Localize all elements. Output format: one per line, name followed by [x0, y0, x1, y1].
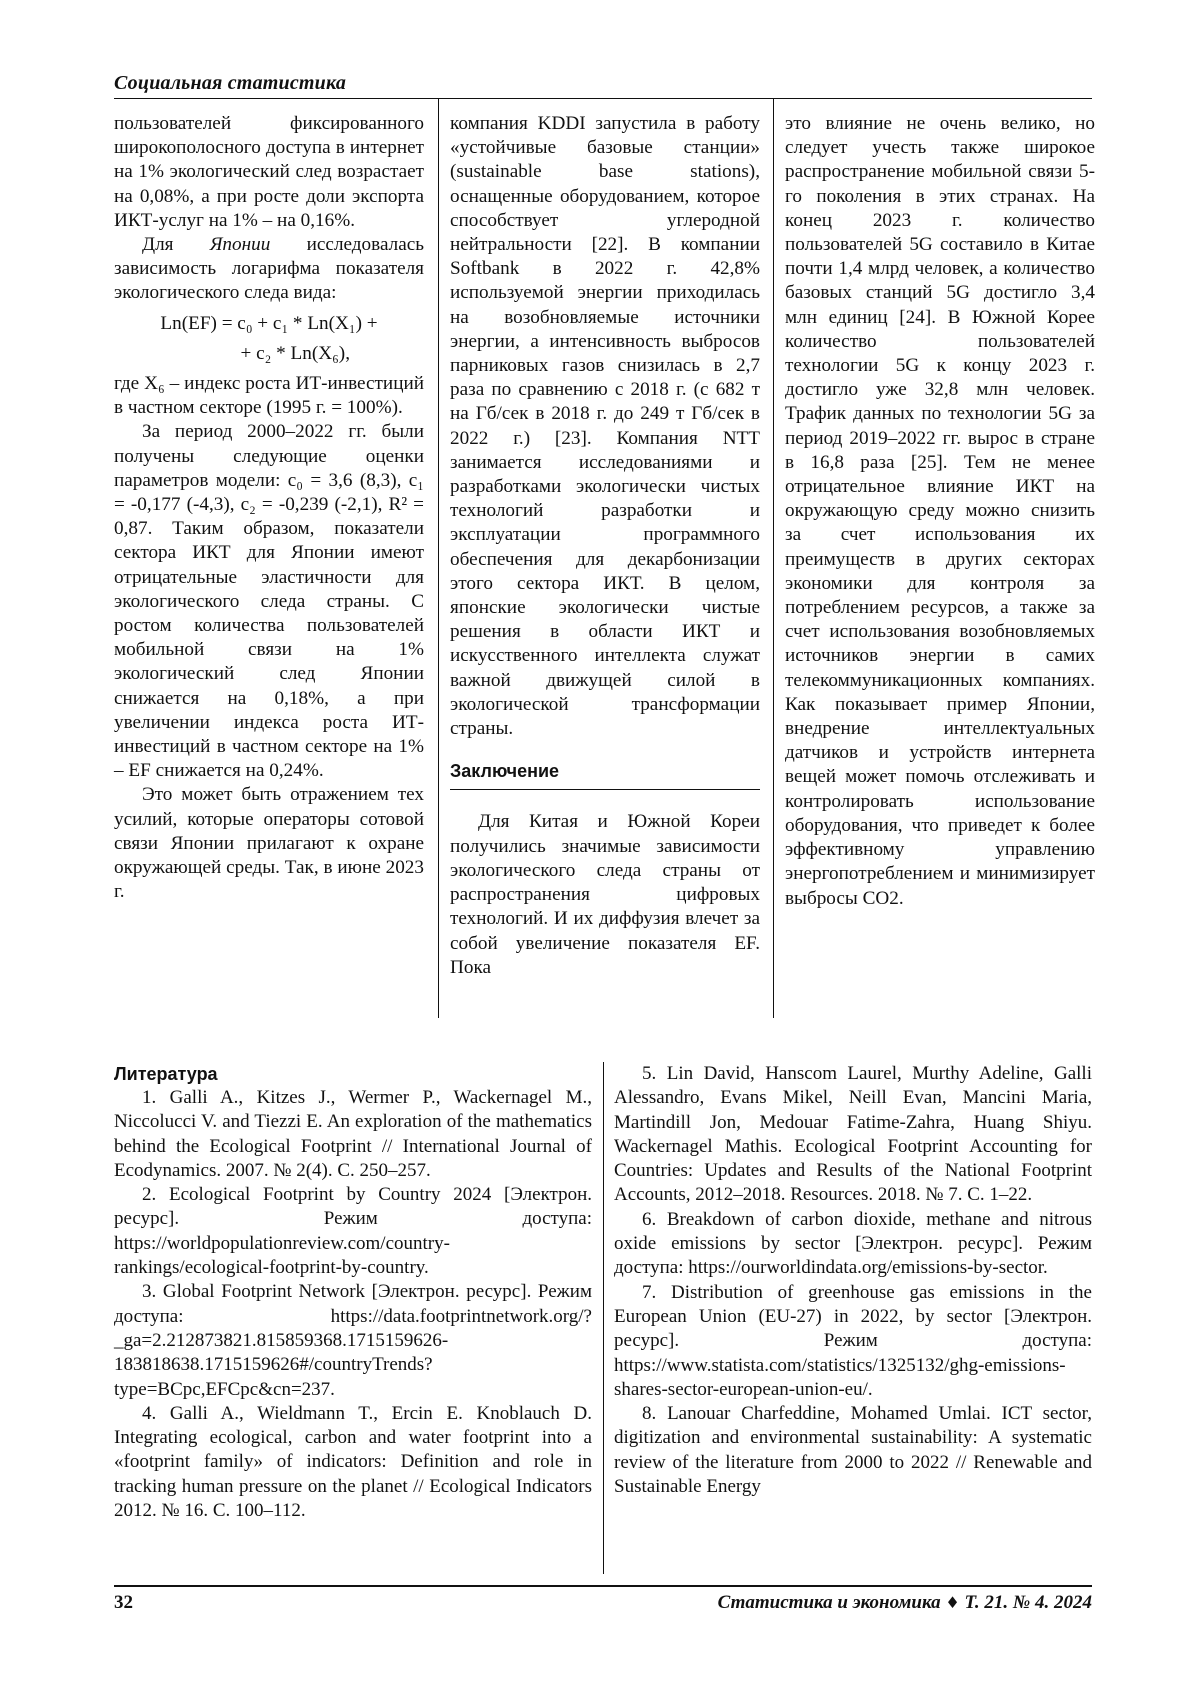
header-rule [114, 98, 1092, 99]
emphasis: Японии [209, 234, 271, 256]
section-heading: Заключение [450, 759, 760, 790]
journal-footer [718, 1592, 1092, 1614]
paragraph: компания KDDI запустила в работу «устойчивые базовые станции» (sustainable base stations), оснащенные оборудованием, которое способствует углеродной нейтральности [22]. В компании Softbank в 2022 г. 42,8% используемой энергии приходилась на возобновляемые источники энергии, а интенсивность выбросов парниковых газов снизилась в 2,7 раза по сравнению с 2018 г. (с 682 т на Гб/сек в 2018 г. до 249 т Гб/сек в 2022 г.) [23]. Компания NTT занимается исследованиями и разработками экологически чистых технологий разработки и эксплуатации программного обеспечения для декарбонизации этого сектора ИКТ. В целом, японские экологически чистые решения в области ИКТ и искусственного интеллекта служат важной движущей силой в экологической трансформации страны. [450, 113, 760, 740]
volume-issue: Т. 21. № 4. 2024 [964, 1592, 1092, 1613]
paragraph [114, 233, 424, 306]
reference-item: 8. Lanouar Charfeddine, Mohamed Umlai. ICT sector, digitization and environmental sustainability: A systematic review of the literature from 2000 to 2022 // Renewable and Sustainable Energy [614, 1403, 1092, 1498]
reference-item: 3. Global Footprint Network [Электрон. ресурс]. Режим доступа: https://data.footprintnetwork.org/?_ga=2.212873821.815859368.1715159626-183818638.1715159626#/countryTrends?type=BCpc,EFCpc&cn=237. [114, 1281, 592, 1400]
formula-line-1: Ln(EF) = c₀ + c₁ * Ln(X₁) + [160, 312, 378, 334]
paragraph: За период 2000–2022 гг. были получены следующие оценки параметров модели: c₀ = 3,6 (8,3), c₁ = -0,177 (-4,3), c₂ = -0,239 (-2,1), R² = 0,87. Таким образом, показатели сектора ИКТ для Японии имеют отрицательные эластичности для экологического следа страны. С ростом количества пользователей мобильной связи на 1% экологический след Японии снижается на 0,18%, а при увеличении индекса роста ИТ-инвестиций в частном секторе на 1% – EF снижается на 0,24%. [114, 421, 424, 782]
text: исследовалась зависимость логарифма показателя экологического следа вида: [114, 234, 424, 304]
footer-rule [114, 1585, 1092, 1587]
column-2 [450, 112, 760, 980]
references-left [114, 1062, 592, 1523]
page-number: 32 [114, 1592, 133, 1613]
references-heading: Литература [114, 1064, 218, 1084]
paragraph: где X₆ – индекс роста ИТ-инвестиций в частном секторе (1995 г. = 100%). [114, 373, 424, 419]
column-3 [785, 112, 1095, 911]
paragraph: Это может быть отражением тех усилий, которые операторы сотовой связи Японии прилагают к охране окружающей среды. Так, в июне 2023 г. [114, 784, 424, 903]
diamond-icon: ♦ [945, 1593, 960, 1612]
paragraph: это влияние не очень велико, но следует учесть также широкое распространение мобильной связи 5-го поколения в этих странах. На конец 2023 г. количество пользователей 5G составило в Китае почти 1,4 млрд человек, а количество базовых станций 5G достигло 3,4 млн единиц [24]. В Южной Корее количество пользователей технологии 5G к концу 2023 г. достигло уже 32,8 млн человек. Трафик данных по технологии 5G за период 2019–2022 гг. вырос в стране в 16,8 раза [25]. Тем не менее отрицательное влияние ИКТ на окружающую среду можно снизить за счет использования их преимуществ в других секторах экономики для контроля за потреблением ресурсов, а также за счет использования возобновляемых источников энергии в самих телекоммуникационных компаниях. Как показывает пример Японии, внедрение интеллектуальных датчиков и устройств интернета вещей может помочь отслеживать и контролировать использование оборудования, что приведет к более эффективному управлению энергопотреблением и минимизирует выбросы CO2. [785, 113, 1095, 909]
reference-item: 5. Lin David, Hanscom Laurel, Murthy Adeline, Galli Alessandro, Evans Mikel, Neill Evan, Mancini Maria, Martindill Jon, Medouar Fatime-Zahra, Huang Shiyu. Wackernagel Mathis. Ecological Footprint Accounting for Countries: Updates and Results of the National Footprint Accounts, 2012–2018. Resources. 2018. № 7. С. 1–22. [614, 1063, 1092, 1206]
running-header: Социальная статистика [114, 72, 347, 94]
reference-item: 1. Galli A., Kitzes J., Wermer P., Wackernagel M., Niccolucci V. and Tiezzi E. An exploration of the mathematics behind the Ecological Footprint // International Journal of Ecodynamics. 2007. № 2(4). С. 250–257. [114, 1087, 592, 1181]
reference-item: 6. Breakdown of carbon dioxide, methane and nitrous oxide emissions by sector [Электрон. ресурс]. Режим доступа: https://ourworldindata.org/emissions-by-sector. [614, 1208, 1092, 1279]
paragraph: Для Китая и Южной Кореи получились значимые зависимости экологического следа страны от распространения цифровых технологий. И их диффузия влечет за собой увеличение показателя EF. Пока [450, 811, 760, 978]
references-right [614, 1062, 1092, 1499]
text: Для [142, 234, 210, 256]
paragraph: пользователей фиксированного широкополосного доступа в интернет на 1% экологический след возрастает на 0,08%, а при росте доли экспорта ИКТ-услуг на 1% – на 0,16%. [114, 113, 424, 231]
journal-title: Статистика и экономика [717, 1592, 941, 1613]
reference-item: 2. Ecological Footprint by Country 2024 [Электрон. ресурс]. Режим доступа: https://worldpopulationreview.com/country-rankings/ecological-footprint-by-country. [114, 1184, 592, 1279]
column-divider [773, 98, 774, 1018]
reference-item: 4. Galli A., Wieldmann T., Ercin E. Knoblauch D. Integrating ecological, carbon and water footprint into a «footprint family» of indicators: Definition and role in tracking human pressure on the planet // Ecological Indicators 2012. № 16. С. 100–112. [114, 1402, 592, 1522]
column-1 [114, 112, 424, 905]
formula-line-2: + c₂ * Ln(X₆), [240, 342, 350, 364]
column-divider [438, 98, 439, 1018]
reference-item: 7. Distribution of greenhouse gas emissions in the European Union (EU-27) in 2022, by sector [Электрон. ресурс]. Режим доступа: https://www.statista.com/statistics/1325132/ghg-emissions-shares-sector-european-union-eu/. [614, 1281, 1092, 1400]
references-divider [603, 1062, 604, 1574]
